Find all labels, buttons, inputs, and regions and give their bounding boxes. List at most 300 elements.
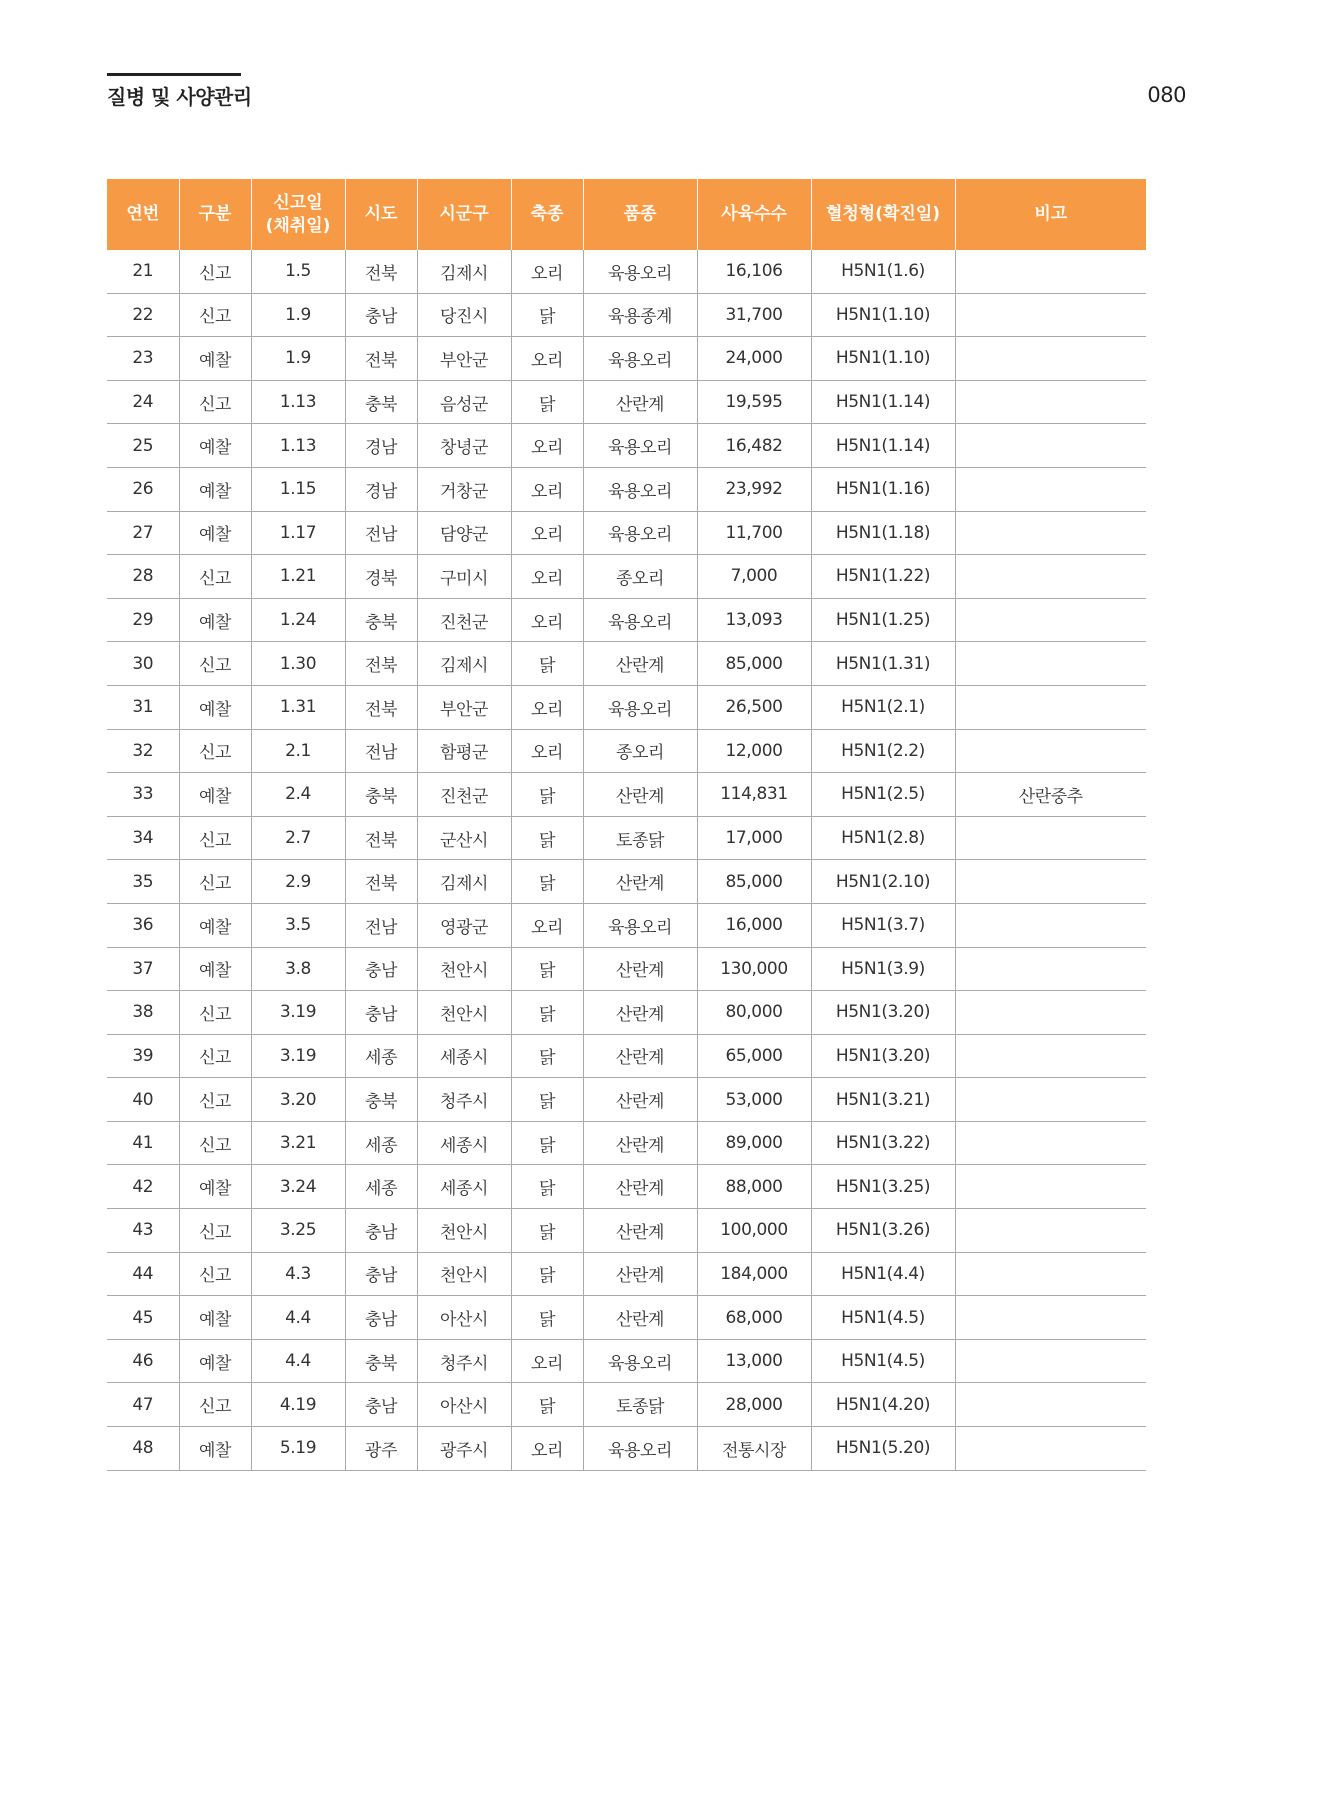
cell-province: 경남	[345, 424, 417, 468]
cell-no: 45	[107, 1296, 179, 1340]
cell-date: 1.9	[251, 293, 345, 337]
table-row	[107, 1427, 1146, 1471]
header-count: 사육수수	[697, 179, 811, 250]
cell-no: 41	[107, 1121, 179, 1165]
cell-note	[955, 1078, 1146, 1122]
cell-species: 오리	[511, 511, 583, 555]
cell-province: 충북	[345, 598, 417, 642]
cell-city: 부안군	[417, 685, 511, 729]
cell-note	[955, 250, 1146, 293]
cell-species: 오리	[511, 424, 583, 468]
cell-no: 48	[107, 1427, 179, 1471]
cell-count: 17,000	[697, 816, 811, 860]
table-row	[107, 903, 1146, 947]
cell-note	[955, 816, 1146, 860]
cell-serotype: H5N1(4.5)	[811, 1339, 955, 1383]
cell-province: 충북	[345, 773, 417, 817]
cell-province: 전북	[345, 860, 417, 904]
cell-species: 닭	[511, 816, 583, 860]
cell-type: 신고	[179, 1209, 251, 1253]
cell-serotype: H5N1(1.18)	[811, 511, 955, 555]
cell-serotype: H5N1(4.20)	[811, 1383, 955, 1427]
cell-count: 100,000	[697, 1209, 811, 1253]
cell-date: 1.30	[251, 642, 345, 686]
cell-serotype: H5N1(1.6)	[811, 250, 955, 293]
table-row	[107, 555, 1146, 599]
cell-serotype: H5N1(5.20)	[811, 1427, 955, 1471]
cell-species: 닭	[511, 860, 583, 904]
cell-count: 16,000	[697, 903, 811, 947]
cell-type: 예찰	[179, 947, 251, 991]
cell-no: 27	[107, 511, 179, 555]
table-row	[107, 729, 1146, 773]
cell-note	[955, 598, 1146, 642]
cell-province: 충남	[345, 1209, 417, 1253]
cell-date: 1.13	[251, 380, 345, 424]
header-province: 시도	[345, 179, 417, 250]
cell-species: 닭	[511, 293, 583, 337]
cell-date: 1.13	[251, 424, 345, 468]
cell-province: 세종	[345, 1121, 417, 1165]
table-row	[107, 1383, 1146, 1427]
cell-province: 전북	[345, 250, 417, 293]
cell-date: 3.19	[251, 991, 345, 1035]
cell-city: 구미시	[417, 555, 511, 599]
header-type: 구분	[179, 179, 251, 250]
cell-count: 16,482	[697, 424, 811, 468]
cell-type: 예찰	[179, 337, 251, 381]
cell-note: 산란중추	[955, 773, 1146, 817]
table-body	[107, 250, 1146, 1470]
cell-no: 30	[107, 642, 179, 686]
cell-count: 53,000	[697, 1078, 811, 1122]
table-row	[107, 773, 1146, 817]
cell-count: 114,831	[697, 773, 811, 817]
cell-species: 닭	[511, 1165, 583, 1209]
cell-breed: 육용오리	[583, 250, 697, 293]
header-species: 축종	[511, 179, 583, 250]
cell-date: 1.21	[251, 555, 345, 599]
cell-type: 신고	[179, 991, 251, 1035]
cell-date: 3.20	[251, 1078, 345, 1122]
cell-note	[955, 1121, 1146, 1165]
header-date	[251, 179, 345, 250]
cell-serotype: H5N1(3.25)	[811, 1165, 955, 1209]
cell-city: 청주시	[417, 1339, 511, 1383]
cell-note	[955, 991, 1146, 1035]
cell-count: 26,500	[697, 685, 811, 729]
cell-no: 33	[107, 773, 179, 817]
cell-count: 12,000	[697, 729, 811, 773]
cell-breed: 육용오리	[583, 424, 697, 468]
cell-note	[955, 1383, 1146, 1427]
cell-breed: 종오리	[583, 555, 697, 599]
cell-type: 예찰	[179, 1296, 251, 1340]
cell-species: 닭	[511, 1034, 583, 1078]
cell-serotype: H5N1(2.2)	[811, 729, 955, 773]
cell-province: 충남	[345, 1252, 417, 1296]
cell-serotype: H5N1(1.25)	[811, 598, 955, 642]
cell-date: 3.24	[251, 1165, 345, 1209]
cell-species: 오리	[511, 337, 583, 381]
cell-no: 23	[107, 337, 179, 381]
cell-breed: 산란계	[583, 773, 697, 817]
table-row	[107, 467, 1146, 511]
cell-type: 예찰	[179, 685, 251, 729]
header-date-line2: (채취일)	[265, 215, 331, 236]
cell-province: 전북	[345, 816, 417, 860]
table-row	[107, 598, 1146, 642]
cell-province: 전남	[345, 903, 417, 947]
cell-no: 47	[107, 1383, 179, 1427]
cell-serotype: H5N1(1.10)	[811, 293, 955, 337]
cell-type: 예찰	[179, 511, 251, 555]
cell-province: 충북	[345, 1339, 417, 1383]
cell-serotype: H5N1(3.20)	[811, 991, 955, 1035]
table-row	[107, 337, 1146, 381]
cell-province: 경북	[345, 555, 417, 599]
cell-city: 창녕군	[417, 424, 511, 468]
cell-city: 진천군	[417, 598, 511, 642]
cell-breed: 토종닭	[583, 1383, 697, 1427]
table-row	[107, 947, 1146, 991]
cell-count: 28,000	[697, 1383, 811, 1427]
cell-serotype: H5N1(1.14)	[811, 380, 955, 424]
cell-city: 함평군	[417, 729, 511, 773]
cell-type: 예찰	[179, 598, 251, 642]
cell-no: 38	[107, 991, 179, 1035]
cell-serotype: H5N1(3.9)	[811, 947, 955, 991]
cell-breed: 육용오리	[583, 511, 697, 555]
table-row	[107, 860, 1146, 904]
cell-serotype: H5N1(1.14)	[811, 424, 955, 468]
cell-count: 16,106	[697, 250, 811, 293]
cell-province: 전북	[345, 685, 417, 729]
cell-count: 13,093	[697, 598, 811, 642]
table-header-row	[107, 179, 1146, 250]
cell-date: 2.1	[251, 729, 345, 773]
table-row	[107, 1339, 1146, 1383]
cell-note	[955, 642, 1146, 686]
cell-note	[955, 1165, 1146, 1209]
cell-city: 아산시	[417, 1383, 511, 1427]
cell-date: 4.4	[251, 1339, 345, 1383]
cell-count: 11,700	[697, 511, 811, 555]
cell-note	[955, 1339, 1146, 1383]
cell-breed: 산란계	[583, 1165, 697, 1209]
table-row	[107, 685, 1146, 729]
cell-serotype: H5N1(4.4)	[811, 1252, 955, 1296]
cell-type: 신고	[179, 1121, 251, 1165]
table-row	[107, 424, 1146, 468]
cell-serotype: H5N1(4.5)	[811, 1296, 955, 1340]
cell-species: 오리	[511, 467, 583, 511]
cell-note	[955, 685, 1146, 729]
cell-species: 닭	[511, 1121, 583, 1165]
cell-city: 세종시	[417, 1034, 511, 1078]
cell-no: 43	[107, 1209, 179, 1253]
cell-date: 1.5	[251, 250, 345, 293]
cell-count: 88,000	[697, 1165, 811, 1209]
cell-count: 31,700	[697, 293, 811, 337]
cell-type: 예찰	[179, 424, 251, 468]
cell-date: 2.7	[251, 816, 345, 860]
cell-type: 신고	[179, 555, 251, 599]
cell-type: 예찰	[179, 1427, 251, 1471]
cell-species: 오리	[511, 250, 583, 293]
cell-type: 예찰	[179, 903, 251, 947]
cell-date: 3.19	[251, 1034, 345, 1078]
cell-province: 충남	[345, 1383, 417, 1427]
cell-province: 세종	[345, 1165, 417, 1209]
cell-count: 85,000	[697, 642, 811, 686]
header-no: 연번	[107, 179, 179, 250]
cell-type: 예찰	[179, 467, 251, 511]
cell-count: 89,000	[697, 1121, 811, 1165]
cell-breed: 산란계	[583, 380, 697, 424]
cell-species: 닭	[511, 642, 583, 686]
cell-province: 전남	[345, 511, 417, 555]
cell-province: 전북	[345, 337, 417, 381]
cell-serotype: H5N1(2.5)	[811, 773, 955, 817]
cell-city: 천안시	[417, 1209, 511, 1253]
cell-type: 신고	[179, 1383, 251, 1427]
cell-type: 신고	[179, 642, 251, 686]
cell-note	[955, 380, 1146, 424]
table-row	[107, 1296, 1146, 1340]
cell-type: 신고	[179, 729, 251, 773]
cell-count: 130,000	[697, 947, 811, 991]
table-row	[107, 816, 1146, 860]
cell-breed: 산란계	[583, 1296, 697, 1340]
cell-city: 세종시	[417, 1121, 511, 1165]
cell-breed: 산란계	[583, 1252, 697, 1296]
cell-note	[955, 729, 1146, 773]
cell-date: 3.25	[251, 1209, 345, 1253]
cell-type: 예찰	[179, 1339, 251, 1383]
cell-type: 신고	[179, 860, 251, 904]
table-row	[107, 642, 1146, 686]
cell-breed: 산란계	[583, 1078, 697, 1122]
cell-count: 80,000	[697, 991, 811, 1035]
cell-city: 김제시	[417, 642, 511, 686]
cell-no: 37	[107, 947, 179, 991]
cell-no: 32	[107, 729, 179, 773]
cell-breed: 육용오리	[583, 598, 697, 642]
cell-species: 오리	[511, 729, 583, 773]
cell-date: 1.9	[251, 337, 345, 381]
cell-no: 28	[107, 555, 179, 599]
cell-note	[955, 1427, 1146, 1471]
cell-no: 40	[107, 1078, 179, 1122]
cell-date: 1.31	[251, 685, 345, 729]
cell-no: 34	[107, 816, 179, 860]
cell-breed: 산란계	[583, 1034, 697, 1078]
cell-no: 31	[107, 685, 179, 729]
cell-date: 5.19	[251, 1427, 345, 1471]
cell-note	[955, 1252, 1146, 1296]
cell-count: 68,000	[697, 1296, 811, 1340]
cell-breed: 육용종계	[583, 293, 697, 337]
table-row	[107, 293, 1146, 337]
table-row	[107, 1034, 1146, 1078]
cell-province: 광주	[345, 1427, 417, 1471]
cell-type: 신고	[179, 1034, 251, 1078]
cell-serotype: H5N1(1.31)	[811, 642, 955, 686]
cell-breed: 육용오리	[583, 1339, 697, 1383]
cell-breed: 종오리	[583, 729, 697, 773]
cell-count: 184,000	[697, 1252, 811, 1296]
cell-note	[955, 1296, 1146, 1340]
cell-serotype: H5N1(2.10)	[811, 860, 955, 904]
cell-serotype: H5N1(1.22)	[811, 555, 955, 599]
cell-no: 26	[107, 467, 179, 511]
cell-type: 신고	[179, 293, 251, 337]
header-note: 비고	[955, 179, 1146, 250]
cell-province: 충남	[345, 947, 417, 991]
cell-no: 42	[107, 1165, 179, 1209]
cell-species: 오리	[511, 1427, 583, 1471]
cell-city: 천안시	[417, 991, 511, 1035]
cell-species: 닭	[511, 1383, 583, 1427]
cell-type: 신고	[179, 816, 251, 860]
cell-count: 85,000	[697, 860, 811, 904]
cell-count: 전통시장	[697, 1427, 811, 1471]
cell-breed: 육용오리	[583, 467, 697, 511]
cell-note	[955, 467, 1146, 511]
cell-breed: 육용오리	[583, 903, 697, 947]
table-row	[107, 380, 1146, 424]
cell-type: 신고	[179, 250, 251, 293]
cell-no: 24	[107, 380, 179, 424]
cell-date: 1.24	[251, 598, 345, 642]
cell-note	[955, 337, 1146, 381]
cell-breed: 산란계	[583, 1209, 697, 1253]
table-row	[107, 1209, 1146, 1253]
cell-count: 24,000	[697, 337, 811, 381]
cell-province: 충남	[345, 991, 417, 1035]
cell-date: 2.9	[251, 860, 345, 904]
cell-city: 진천군	[417, 773, 511, 817]
cell-breed: 산란계	[583, 860, 697, 904]
cell-province: 충북	[345, 1078, 417, 1122]
cell-species: 닭	[511, 947, 583, 991]
table-row	[107, 511, 1146, 555]
cell-serotype: H5N1(3.7)	[811, 903, 955, 947]
cell-note	[955, 555, 1146, 599]
cell-serotype: H5N1(3.26)	[811, 1209, 955, 1253]
cell-city: 당진시	[417, 293, 511, 337]
cell-species: 닭	[511, 1296, 583, 1340]
cell-city: 천안시	[417, 947, 511, 991]
cell-date: 4.3	[251, 1252, 345, 1296]
cell-date: 3.21	[251, 1121, 345, 1165]
cell-city: 담양군	[417, 511, 511, 555]
cell-city: 영광군	[417, 903, 511, 947]
cell-city: 광주시	[417, 1427, 511, 1471]
cell-city: 부안군	[417, 337, 511, 381]
cell-city: 군산시	[417, 816, 511, 860]
cell-no: 29	[107, 598, 179, 642]
cell-no: 21	[107, 250, 179, 293]
cell-date: 2.4	[251, 773, 345, 817]
cell-no: 39	[107, 1034, 179, 1078]
cell-note	[955, 511, 1146, 555]
cell-date: 3.8	[251, 947, 345, 991]
cell-species: 닭	[511, 773, 583, 817]
cell-note	[955, 860, 1146, 904]
cell-species: 닭	[511, 1078, 583, 1122]
cell-city: 천안시	[417, 1252, 511, 1296]
cell-serotype: H5N1(3.21)	[811, 1078, 955, 1122]
cell-note	[955, 293, 1146, 337]
cell-province: 충남	[345, 1296, 417, 1340]
header-breed: 품종	[583, 179, 697, 250]
cell-date: 4.4	[251, 1296, 345, 1340]
cell-city: 세종시	[417, 1165, 511, 1209]
header-rule	[107, 73, 241, 76]
cell-city: 김제시	[417, 860, 511, 904]
cell-breed: 육용오리	[583, 337, 697, 381]
header-serotype: 혈청형(확진일)	[811, 179, 955, 250]
cell-type: 신고	[179, 380, 251, 424]
cell-count: 65,000	[697, 1034, 811, 1078]
cell-species: 오리	[511, 1339, 583, 1383]
cell-city: 김제시	[417, 250, 511, 293]
cell-species: 닭	[511, 991, 583, 1035]
header-city: 시군구	[417, 179, 511, 250]
cell-date: 1.15	[251, 467, 345, 511]
cell-no: 25	[107, 424, 179, 468]
cell-date: 4.19	[251, 1383, 345, 1427]
cell-breed: 육용오리	[583, 685, 697, 729]
cell-breed: 산란계	[583, 1121, 697, 1165]
cell-breed: 육용오리	[583, 1427, 697, 1471]
cell-province: 세종	[345, 1034, 417, 1078]
page-number: 080	[1147, 83, 1186, 107]
cell-count: 19,595	[697, 380, 811, 424]
cell-species: 오리	[511, 685, 583, 729]
cell-date: 1.17	[251, 511, 345, 555]
cell-no: 36	[107, 903, 179, 947]
cell-note	[955, 903, 1146, 947]
cell-species: 닭	[511, 1209, 583, 1253]
table-row	[107, 250, 1146, 293]
cell-date: 3.5	[251, 903, 345, 947]
cell-province: 충남	[345, 293, 417, 337]
cell-type: 신고	[179, 1252, 251, 1296]
cell-no: 22	[107, 293, 179, 337]
cell-type: 신고	[179, 1078, 251, 1122]
cell-serotype: H5N1(1.10)	[811, 337, 955, 381]
table-row	[107, 1252, 1146, 1296]
cell-type: 예찰	[179, 1165, 251, 1209]
cell-species: 닭	[511, 1252, 583, 1296]
cell-breed: 산란계	[583, 642, 697, 686]
table-row	[107, 1078, 1146, 1122]
cell-serotype: H5N1(3.22)	[811, 1121, 955, 1165]
cell-province: 전남	[345, 729, 417, 773]
cell-type: 예찰	[179, 773, 251, 817]
cell-breed: 산란계	[583, 947, 697, 991]
section-title: 질병 및 사양관리	[107, 85, 252, 109]
cell-breed: 산란계	[583, 991, 697, 1035]
cell-serotype: H5N1(3.20)	[811, 1034, 955, 1078]
cell-count: 13,000	[697, 1339, 811, 1383]
cell-serotype: H5N1(1.16)	[811, 467, 955, 511]
outbreak-table	[107, 179, 1146, 1471]
cell-city: 거창군	[417, 467, 511, 511]
